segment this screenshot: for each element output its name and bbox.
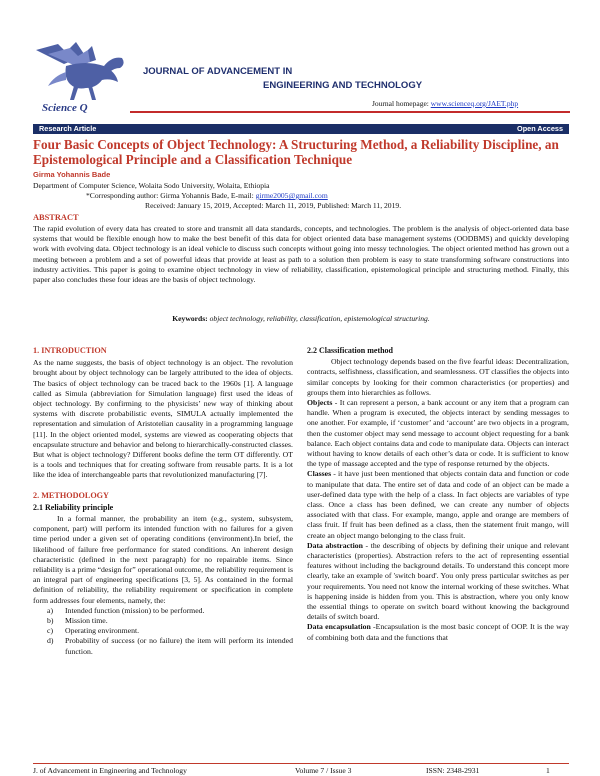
journal-title-line1: JOURNAL OF ADVANCEMENT IN — [143, 66, 293, 77]
corresponding-author — [86, 191, 328, 200]
author-affiliation: Department of Computer Science, Wolaita Sodo University, Wolaita, Ethiopia — [33, 181, 270, 190]
homepage-label: Journal homepage: — [372, 99, 431, 108]
footer-journal: J. of Advancement in Engineering and Technology — [33, 766, 187, 775]
list-item: d) Probability of success (or no failure) the item will perform its intended function. — [47, 636, 293, 656]
encapsulation-paragraph: Data encapsulation -Encapsulation is the most basic concept of OOP. It is the way of combining both data and the functions that — [307, 622, 570, 642]
corresponding-label: *Corresponding author: Girma Yohannis Bade, E-mail: — [86, 191, 256, 200]
journal-homepage — [372, 99, 518, 108]
footer-page-number: 1 — [546, 766, 550, 775]
introduction-text: As the name suggests, the basis of object technology is an object. The revolution brought about by object technology can be largely attributed to the idea of objects. The basics of object technology can be traced back to the 1960s [1]. A language called as Simula (abbreviation for Simulation language) first used the ideas of object technology. By confirming to the physicists’ new way of thinking about systems with discrete probabilistic events, SIMULA actually implemented the representation and simulation of Aristotelian causality in a programming language [11]. In the object oriented model, systems are viewed as cooperating objects that encapsulate structure and behavior and belong to hierarchically-constructed classes. But what is object technology? Different books define the term OT differently. OT is a tools and techniques that for creating software from reusable parts. It is a lot like the idea of interchangeable parts that revolutionized manufacturing [7]. — [33, 358, 293, 480]
classification-subheading: 2.2 Classification method — [307, 346, 393, 355]
homepage-link[interactable]: www.scienceq.org/JAET.php — [430, 99, 519, 108]
science-q-logo — [26, 42, 134, 116]
list-item: c) Operating environment. — [47, 626, 140, 636]
article-type-bar — [33, 124, 569, 134]
list-item: a) Intended function (mission) to be performed. — [47, 605, 205, 615]
article-type-label: Research Article — [39, 124, 97, 133]
abstraction-paragraph: Data abstraction - the describing of objects by defining their unique and relevant characteristics (properties). Abstraction refers to the act of representing essential features without including the background details. To understand this concept more clearly, take an example of 'switch board'. You only press particular switches as per your requirements. You need not know the internal working of these switches. What is happening inside is hidden from you. This is abstraction, where you only know the essential things to operate on switch board without knowing the background details of switch board. — [307, 540, 570, 622]
paper-title: Four Basic Concepts of Object Technology: A Structuring Method, a Reliability Discipline, an Epistemological Principle and a Classification Technique — [33, 137, 559, 167]
classes-paragraph: Classes - it have just been mentioned that objects contain data and function or code to manipulate that data. The entire set of data and code of an object can be made a user-defined data type with the help of a class. In fact objects are variables of type class. Once a class has been defined, we can create any number of objects associated with that class. For example, mango, apple and orange are members of class fruit. If fruit has been defined as a class, then the statement fruit mango, will create an object mango belonging to the class fruit. — [307, 469, 569, 540]
classification-intro: Object technology depends based on the five fearful ideas: Decentralization, contracts, selfishness, classification, and seamlessness. OT classifies the objects into similar concepts by looking for their common characteristics (or properties) and groups them into hierarchies as follows. — [307, 357, 569, 397]
abstract-text: The rapid evolution of every data has created to store and transmit all data standards, concepts, and technologies. The problem is the analysis of object-oriented data base systems that would be flexible enough how to make the best benefit of this data for object oriented data base management systems (OODBMS) and quickly developing work with evolving data. Object technology is an ideal vehicle to discuss such concepts without going into messy technologies. The object oriented method has grown out a meeting between a problem and a set of powerful ideas that provide at least as path to a solution then problem is easy to state transforming software constructions into industry activities. This paper is going to examine object technology in view of reliability, classification, epistemological principle and structuring method. Finally, this paper also concludes these four ideas are the basis of object technology. — [33, 224, 569, 285]
keywords-label: Keywords: — [172, 314, 208, 323]
reliability-text: In a formal manner, the probability an item (e.g., system, subsystem, component, part) will perform its intended function with no failures for a given time period under a given set of operating conditions (environment).In brief, the likelihood of failure free performance for stated conditions. An inherent design characteristic (defined in the next paragraph) for no repairable items. Since reliability is a prime “design for” operational outcome, the reliability requirement is an integral part of engineering specifications [3, 5]. As contained in the formal definition of reliability, the reliability requirement or specification in complete form addresses four elements, namely, the: — [33, 514, 293, 605]
methodology-heading: 2. METHODOLOGY — [33, 490, 109, 500]
right-column — [307, 346, 569, 643]
list-item: b) Mission time. — [47, 616, 108, 626]
logo-text: Science Q — [42, 102, 88, 114]
footer-issn: ISSN: 2348-2931 — [426, 766, 480, 775]
keywords — [33, 314, 569, 323]
left-column — [33, 346, 293, 657]
introduction-heading: 1. INTRODUCTION — [33, 346, 107, 355]
reliability-subheading: 2.1 Reliability principle — [33, 502, 114, 512]
header-divider — [130, 111, 570, 113]
keywords-text: object technology, reliability, classification, epistemological structuring. — [207, 314, 430, 323]
author-email-link[interactable]: girme2005@gmail.com — [255, 191, 328, 200]
objects-paragraph: Objects - It can represent a person, a bank account or any item that a program can handle. When a program is executed, the objects interact by sending messages to one another. For example, if ‘customer’ and ‘account’ are two objects in a program, then the customer object may send message to account object requesting for a bank balance. Each object contains data and code to manipulate data. Objects can interact without having to know details of each other’s data or code. It is sufficient to know the type of massage accepted and the type of response returned by the objects. — [307, 398, 569, 469]
abstract-heading: ABSTRACT — [33, 213, 79, 222]
footer-volume: Volume 7 / Issue 3 — [295, 766, 352, 775]
open-access-label: Open Access — [517, 124, 563, 133]
journal-title-line2: ENGINEERING AND TECHNOLOGY — [263, 80, 423, 91]
author-name: Girma Yohannis Bade — [33, 170, 111, 179]
footer-divider — [33, 763, 569, 764]
publication-dates: Received: January 15, 2019, Accepted: March 11, 2019, Published: March 11, 2019. — [145, 201, 402, 210]
reliability-elements-list — [33, 606, 293, 657]
